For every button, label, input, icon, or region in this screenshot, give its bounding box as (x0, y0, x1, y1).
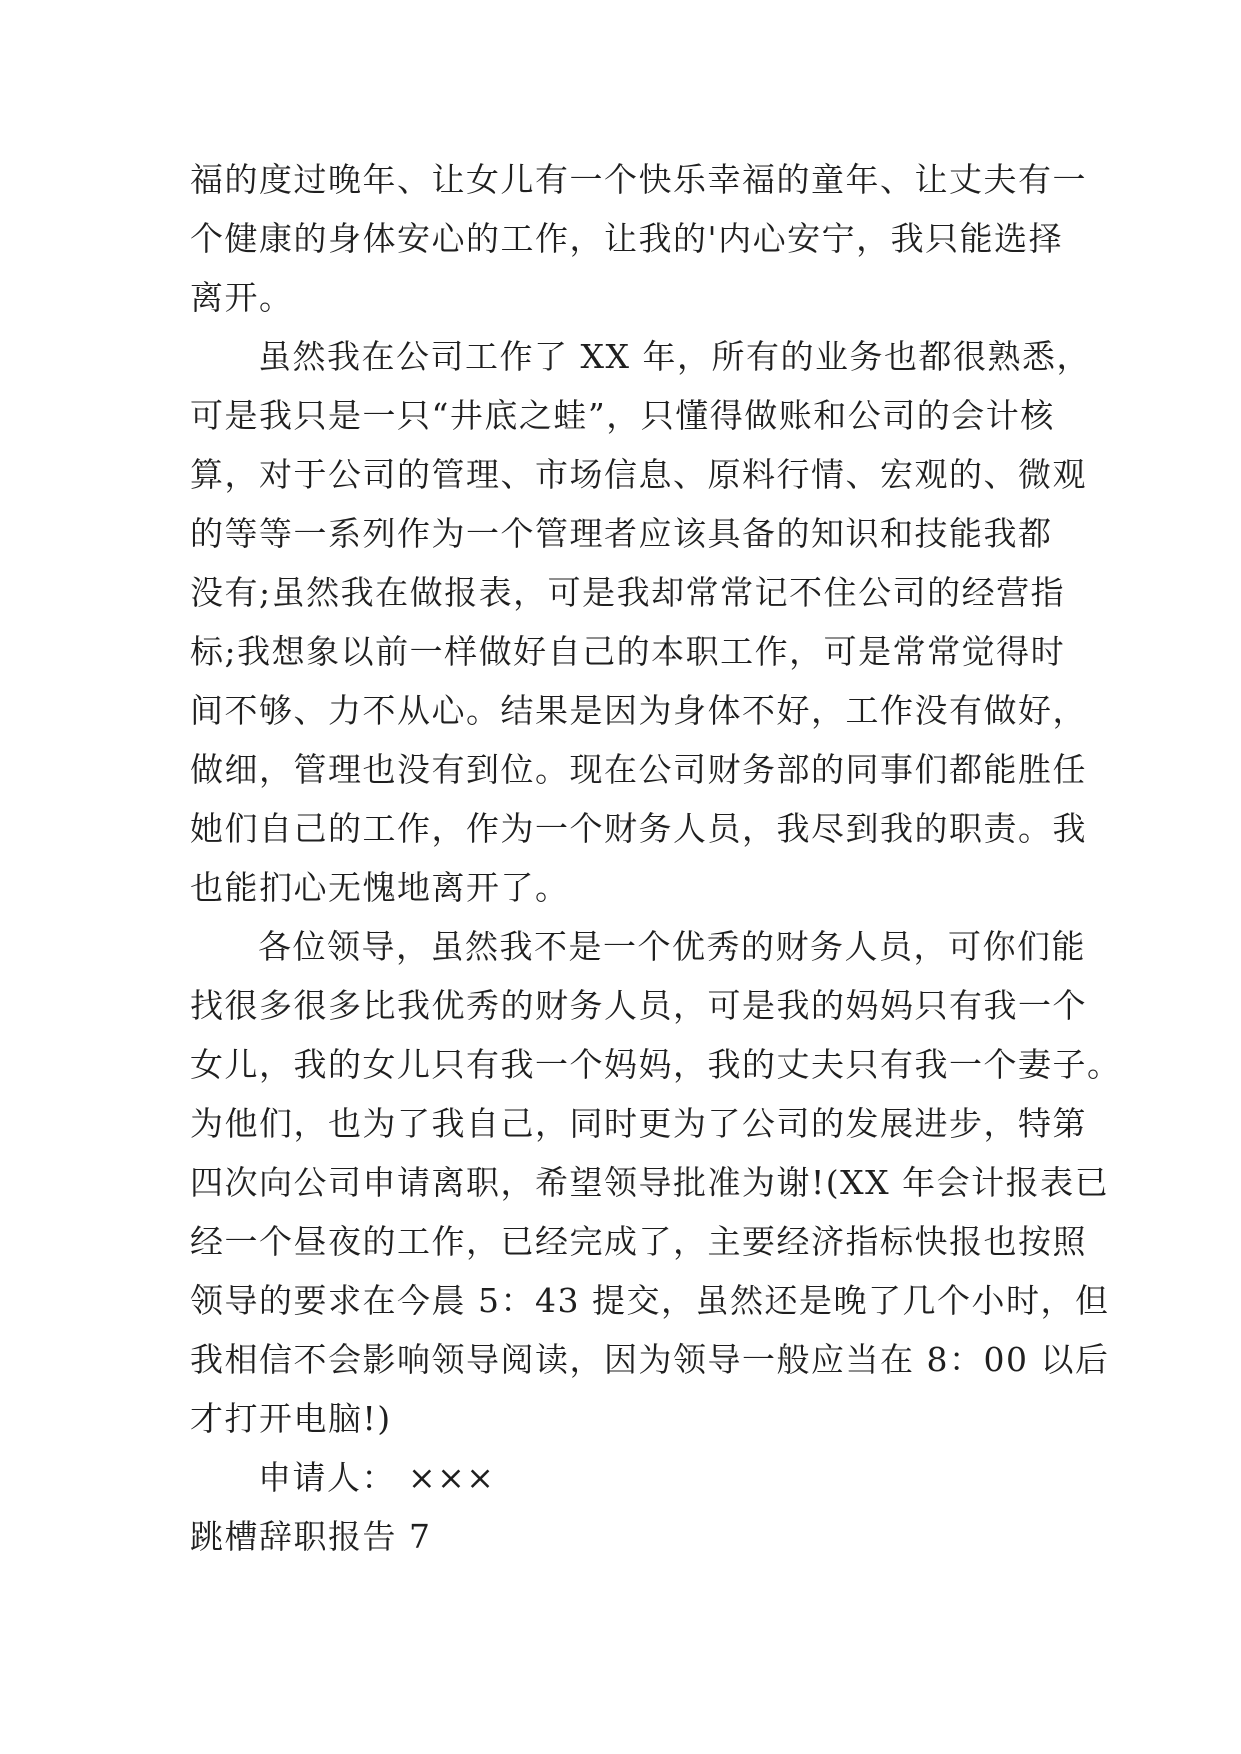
text-line: 离开。 (190, 278, 294, 317)
text-line: 找很多很多比我优秀的财务人员，可是我的妈妈只有我一个 (190, 986, 1087, 1025)
text-line: 我相信不会影响领导阅读，因为领导一般应当在 8：00 以后 (190, 1340, 1110, 1379)
applicant-signature-line: 申请人： ××× (258, 1458, 496, 1497)
text-line: 可是我只是一只“井底之蛙”，只懂得做账和公司的会计核 (190, 396, 1055, 435)
text-line: 的等等一系列作为一个管理者应该具备的知识和技能我都 (190, 514, 1053, 553)
text-line: 女儿，我的女儿只有我一个妈妈，我的丈夫只有我一个妻子。 (190, 1045, 1122, 1084)
paragraph-start-line: 各位领导，虽然我不是一个优秀的财务人员，可你们能 (258, 927, 1086, 966)
text-line: 领导的要求在今晨 5：43 提交，虽然还是晚了几个小时，但 (190, 1281, 1110, 1320)
text-line: 标;我想象以前一样做好自己的本职工作，可是常常觉得时 (190, 632, 1066, 671)
text-line: 四次向公司申请离职，希望领导批准为谢!(XX 年会计报表已 (190, 1163, 1110, 1202)
text-line: 经一个昼夜的工作，已经完成了，主要经济指标快报也按照 (190, 1222, 1087, 1261)
text-line: 没有;虽然我在做报表，可是我却常常记不住公司的经营指 (190, 573, 1066, 612)
text-line: 才打开电脑!) (190, 1399, 392, 1438)
text-line: 算，对于公司的管理、市场信息、原料行情、宏观的、微观 (190, 455, 1087, 494)
text-line: 间不够、力不从心。结果是因为身体不好，工作没有做好， (190, 691, 1087, 730)
text-line: 她们自己的工作，作为一个财务人员，我尽到我的职责。我 (190, 809, 1087, 848)
text-line: 也能扪心无愧地离开了。 (190, 868, 570, 907)
section-heading: 跳槽辞职报告 7 (190, 1517, 432, 1556)
paragraph-start-line: 虽然我在公司工作了 XX 年，所有的业务也都很熟悉， (258, 337, 1091, 376)
text-line: 福的度过晚年、让女儿有一个快乐幸福的童年、让丈夫有一 (190, 160, 1087, 199)
text-line: 个健康的身体安心的工作，让我的'内心安宁，我只能选择 (190, 219, 1064, 258)
text-line: 做细，管理也没有到位。现在公司财务部的同事们都能胜任 (190, 750, 1087, 789)
text-line: 为他们，也为了我自己，同时更为了公司的发展进步，特第 (190, 1104, 1087, 1143)
